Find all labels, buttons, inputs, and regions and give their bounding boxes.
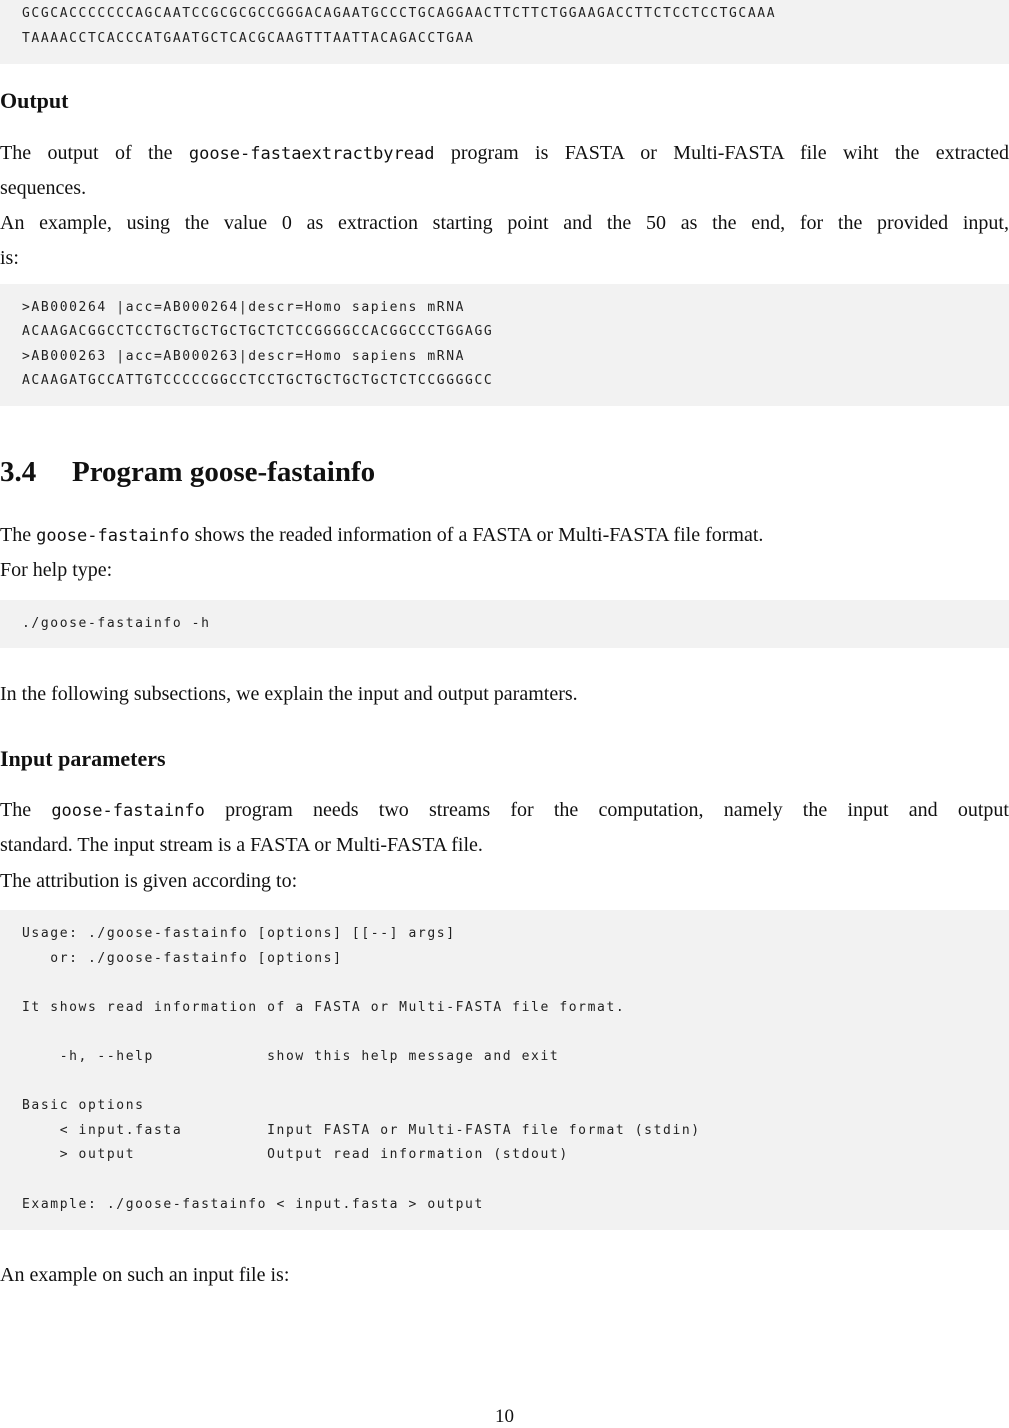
code-line: >AB000263 |acc=AB000263|descr=Homo sapiens mRNA bbox=[22, 349, 466, 364]
output-paragraph-line: The output of the goose-fastaextractbyread program is FASTA or Multi-FASTA file wiht the extracted bbox=[0, 142, 1009, 164]
program-name: goose-fastainfo bbox=[36, 526, 190, 546]
input-parameters-heading: Input parameters bbox=[0, 746, 166, 771]
code-line: -h, --help show this help message and exit bbox=[22, 1049, 560, 1064]
code-line: ACAAGACGGCCTCCTGCTGCTGCTGCTCTCCGGGGCCACGGCCCTGGAGG bbox=[22, 324, 494, 339]
closing-paragraph: An example on such an input file is: bbox=[0, 1264, 290, 1286]
program-name: goose-fastaextractbyread bbox=[188, 144, 435, 164]
code-line: or: ./goose-fastainfo [options] bbox=[22, 951, 343, 966]
page-number: 10 bbox=[495, 1406, 514, 1427]
code-line: ACAAGATGCCATTGTCCCCCGGCCTCCTGCTGCTGCTGCTCTCCGGGGCC bbox=[22, 373, 494, 388]
usage-code-block bbox=[0, 910, 1009, 1230]
input-paragraph-line: The goose-fastainfo program needs two streams for the computation, namely the input and output bbox=[0, 799, 1009, 821]
example-paragraph-line: is: bbox=[0, 247, 19, 269]
code-line: Basic options bbox=[22, 1098, 145, 1113]
code-line: GCGCACCCCCCCAGCAATCCGCGCGCCGGGACAGAATGCCCTGCAGGAACTTCTTCTGGAAGACCTTCTCCTCCTGCAAA bbox=[22, 6, 777, 21]
output-code-block bbox=[0, 284, 1009, 406]
code-line: < input.fasta Input FASTA or Multi-FASTA file format (stdin) bbox=[22, 1123, 701, 1138]
input-paragraph-line: standard. The input stream is a FASTA or Multi-FASTA file. bbox=[0, 834, 483, 856]
code-line: It shows read information of a FASTA or Multi-FASTA file format. bbox=[22, 1000, 626, 1015]
section-heading bbox=[0, 456, 375, 489]
output-paragraph-line: sequences. bbox=[0, 177, 87, 199]
code-line: Usage: ./goose-fastainfo [options] [[--] args] bbox=[22, 926, 456, 941]
code-line: Example: ./goose-fastainfo < input.fasta > output bbox=[22, 1197, 484, 1212]
code-line: >AB000264 |acc=AB000264|descr=Homo sapiens mRNA bbox=[22, 300, 466, 315]
help-command-block bbox=[0, 600, 1009, 648]
code-line: TAAAACCTCACCCATGAATGCTCACGCAAGTTTAATTACAGACCTGAA bbox=[22, 31, 475, 46]
output-heading: Output bbox=[0, 88, 69, 113]
section-title: Program goose-fastainfo bbox=[72, 456, 376, 488]
program-name: goose-fastainfo bbox=[51, 801, 205, 821]
sequence-code-block bbox=[0, 0, 1009, 64]
example-paragraph-line: An example, using the value 0 as extraction starting point and the 50 as the end, for the provided input, bbox=[0, 212, 1009, 234]
code-line: > output Output read information (stdout) bbox=[22, 1147, 569, 1162]
help-line: For help type: bbox=[0, 559, 113, 581]
attribution-line: The attribution is given according to: bbox=[0, 870, 298, 892]
section-number: 3.4 bbox=[0, 456, 37, 488]
code-line: ./goose-fastainfo -h bbox=[22, 616, 211, 631]
subsections-paragraph: In the following subsections, we explain the input and output paramters. bbox=[0, 683, 578, 705]
intro-paragraph-line: The goose-fastainfo shows the readed information of a FASTA or Multi-FASTA file format. bbox=[0, 524, 764, 546]
